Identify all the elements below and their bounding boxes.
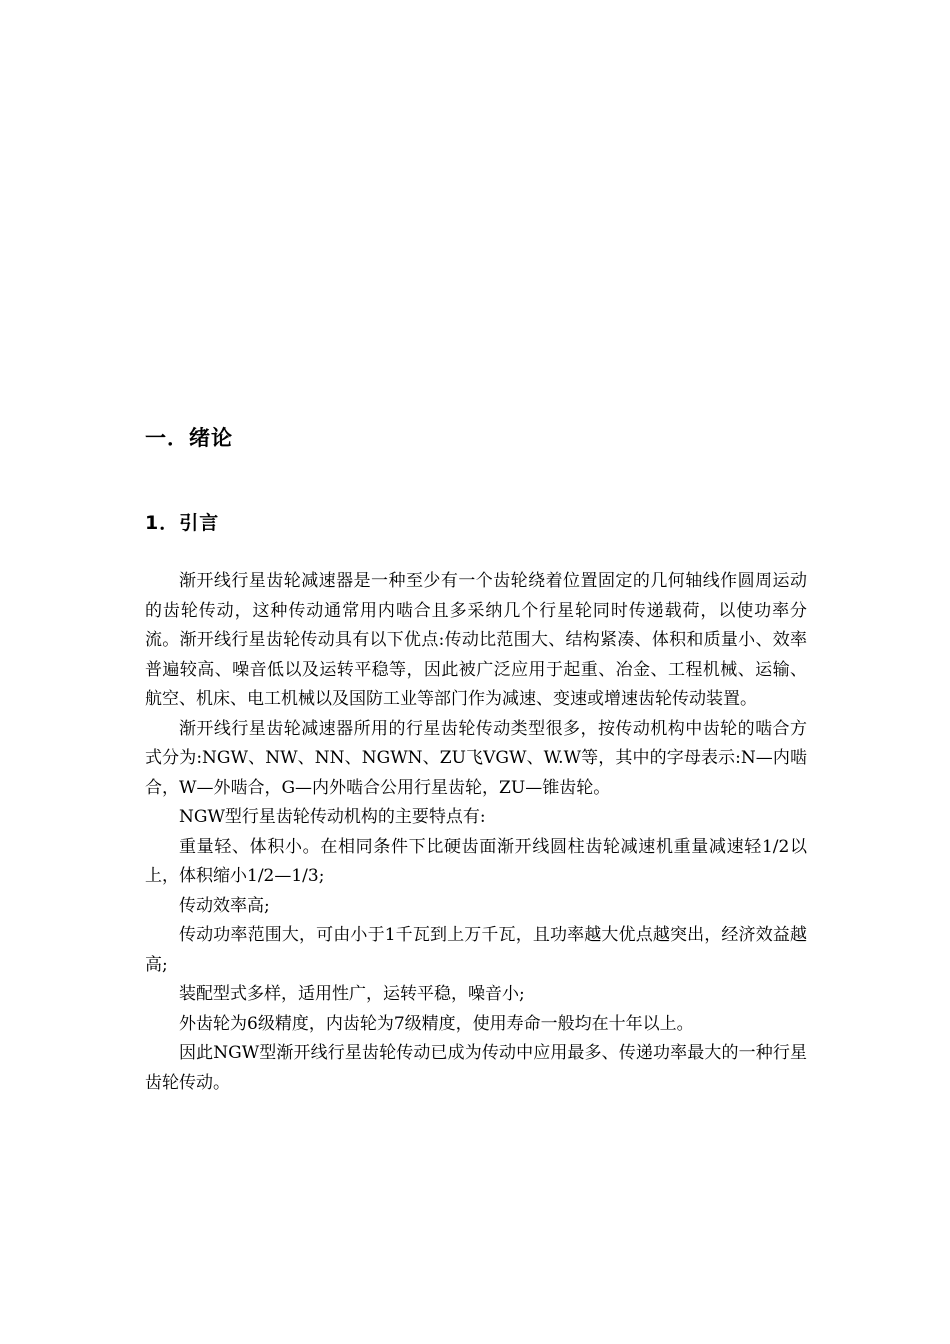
- body-text: [145, 567, 807, 1098]
- paragraph-feature-weight: 重量轻、体积小。在相同条件下比硬齿面渐开线圆柱齿轮减速机重量减速轻1/2以上，体积缩小1/2—1/3;: [145, 836, 807, 886]
- paragraph-feature-assembly: 装配型式多样，适用性广，运转平稳，噪音小;: [179, 984, 525, 1004]
- paragraph-feature-power: 传动功率范围大，可由小于1千瓦到上万千瓦，且功率越大优点越突出，经济效益越高;: [145, 925, 807, 975]
- chapter-heading: 一．绪论: [145, 426, 233, 450]
- paragraph-intro: 渐开线行星齿轮减速器是一种至少有一个齿轮绕着位置固定的几何轴线作圆周运动的齿轮传动，这种传动通常用内啮合且多采纳几个行星轮同时传递载荷，以使功率分流。渐开线行星齿轮传动具有以下优点:传动比范围大、结构紧凑、体积和质量小、效率普遍较高、噪音低以及运转平稳等，因此被广泛应用于起重、冶金、工程机械、运输、航空、机床、电工机械以及国防工业等部门作为减速、变速或增速齿轮传动装置。: [145, 571, 807, 709]
- paragraph-conclusion: 因此NGW型渐开线行星齿轮传动已成为传动中应用最多、传递功率最大的一种行星齿轮传动。: [145, 1043, 807, 1093]
- paragraph-features-intro: NGW型行星齿轮传动机构的主要特点有:: [179, 807, 486, 827]
- paragraph-feature-efficiency: 传动效率高;: [179, 895, 270, 916]
- paragraph-feature-precision: 外齿轮为6级精度，内齿轮为7级精度，使用寿命一般均在十年以上。: [179, 1013, 694, 1034]
- paragraph-types: 渐开线行星齿轮减速器所用的行星齿轮传动类型很多，按传动机构中齿轮的啮合方式分为:NGW、NW、NN、NGWN、ZU飞VGW、W.W等，其中的字母表示:N—内啮合，W—外啮合，G—内外啮合公用行星齿轮，ZU—锥齿轮。: [145, 718, 807, 798]
- section-heading: 1．引言: [145, 512, 220, 534]
